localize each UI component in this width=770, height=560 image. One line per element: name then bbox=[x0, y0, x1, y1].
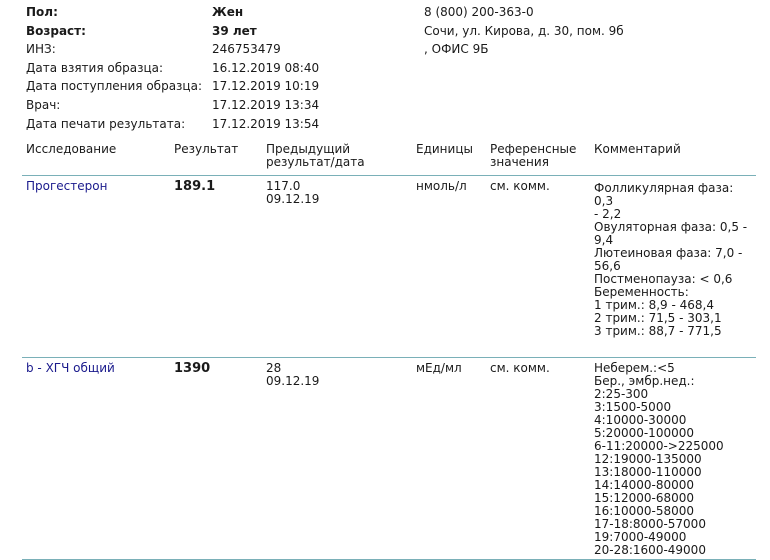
comment-line: 20-28:1600-49000 bbox=[594, 543, 706, 557]
header-units: Единицы bbox=[416, 142, 473, 156]
received-date-value: 17.12.2019 10:19 bbox=[212, 79, 320, 94]
units: нмоль/л bbox=[416, 179, 467, 193]
comment-line: 56,6 bbox=[594, 259, 621, 273]
print-date-value: 17.12.2019 13:54 bbox=[212, 116, 320, 131]
comment-line: Лютеиновая фаза: 7,0 - bbox=[594, 246, 743, 260]
doctor-value: 17.12.2019 13:34 bbox=[212, 97, 320, 112]
comment-line: Овуляторная фаза: 0,5 - bbox=[594, 220, 748, 234]
age-label: Возраст: bbox=[26, 23, 86, 38]
comment-line: Беременность: bbox=[594, 285, 689, 299]
sex-value: Жен bbox=[212, 5, 244, 19]
info-row-sex bbox=[26, 3, 406, 22]
comment-line: - 2,2 bbox=[594, 207, 622, 221]
comment-line: 12:19000-135000 bbox=[594, 452, 702, 466]
comment-line: 4:10000-30000 bbox=[594, 413, 687, 427]
sample-date-value: 16.12.2019 08:40 bbox=[212, 60, 320, 75]
comment-line: 15:12000-68000 bbox=[594, 491, 694, 505]
comment-line: 19:7000-49000 bbox=[594, 530, 687, 544]
info-row-doctor bbox=[26, 96, 406, 115]
result-value: 189.1 bbox=[174, 179, 216, 194]
header-comments: Комментарий bbox=[594, 142, 681, 156]
reference: см. комм. bbox=[490, 179, 550, 193]
header-reference: Референсные значения bbox=[490, 142, 577, 169]
patient-info bbox=[26, 3, 406, 133]
results-table bbox=[22, 141, 756, 560]
inz-label: ИНЗ: bbox=[26, 42, 56, 57]
age-value: 39 лет bbox=[212, 23, 257, 38]
table-row bbox=[22, 176, 756, 358]
phone-number: 8 (800) 200-363-0 bbox=[424, 5, 534, 19]
comment-line: 13:18000-110000 bbox=[594, 465, 702, 479]
previous-result bbox=[262, 358, 412, 560]
comment bbox=[590, 176, 756, 358]
comment-line: 9,4 bbox=[594, 233, 614, 247]
comment-line: 1 трим.: 8,9 - 468,4 bbox=[594, 298, 714, 312]
comment-line: Постменопауза: < 0,6 bbox=[594, 272, 733, 286]
office: , ОФИС 9Б bbox=[424, 42, 489, 57]
info-row-age bbox=[26, 22, 406, 41]
comment-line: 3:1500-5000 bbox=[594, 400, 672, 414]
comment-line: 17-18:8000-57000 bbox=[594, 517, 706, 531]
info-row-print-date bbox=[26, 115, 406, 134]
comment-line: Неберем.:<5 bbox=[594, 361, 675, 375]
previous-date: 09.12.19 bbox=[266, 192, 320, 206]
table-row bbox=[22, 358, 756, 560]
reference: см. комм. bbox=[490, 361, 550, 375]
previous-value: 28 bbox=[266, 361, 282, 375]
comment-line: Фолликулярная фаза: 0,3 bbox=[594, 181, 734, 208]
previous-result bbox=[262, 176, 412, 358]
units: мЕд/мл bbox=[416, 361, 462, 375]
comment-line: 5:20000-100000 bbox=[594, 426, 694, 440]
test-name[interactable]: Прогестерон bbox=[26, 179, 108, 193]
comment-line: 16:10000-58000 bbox=[594, 504, 694, 518]
doctor-label: Врач: bbox=[26, 97, 61, 112]
previous-date: 09.12.19 bbox=[266, 374, 320, 388]
header-study: Исследование bbox=[26, 142, 117, 156]
comment-line: 14:14000-80000 bbox=[594, 478, 694, 492]
comment-line: 2 трим.: 71,5 - 303,1 bbox=[594, 311, 722, 325]
comment bbox=[590, 358, 756, 560]
info-row-sample-date bbox=[26, 59, 406, 78]
comment-line: 3 трим.: 88,7 - 771,5 bbox=[594, 324, 722, 338]
sample-date-label: Дата взятия образца: bbox=[26, 60, 164, 75]
header-result: Результат bbox=[174, 142, 239, 156]
received-date-label: Дата поступления образца: bbox=[26, 79, 202, 94]
comment-line: Бер., эмбр.нед.: bbox=[594, 374, 695, 388]
address: Сочи, ул. Кирова, д. 30, пом. 9б bbox=[424, 23, 624, 38]
info-row-inz bbox=[26, 40, 406, 59]
lab-contact bbox=[424, 3, 624, 59]
table-header-row bbox=[22, 141, 756, 176]
print-date-label: Дата печати результата: bbox=[26, 116, 186, 131]
comment-line: 2:25-300 bbox=[594, 387, 649, 401]
previous-value: 117.0 bbox=[266, 179, 301, 193]
sex-label: Пол: bbox=[26, 5, 58, 19]
header-previous: Предыдущий результат/дата bbox=[266, 142, 365, 169]
test-name[interactable]: b - ХГЧ общий bbox=[26, 361, 115, 375]
comment-line: 6-11:20000->225000 bbox=[594, 439, 724, 453]
result-value: 1390 bbox=[174, 361, 211, 376]
inz-value: 246753479 bbox=[212, 42, 281, 57]
info-row-received-date bbox=[26, 77, 406, 96]
